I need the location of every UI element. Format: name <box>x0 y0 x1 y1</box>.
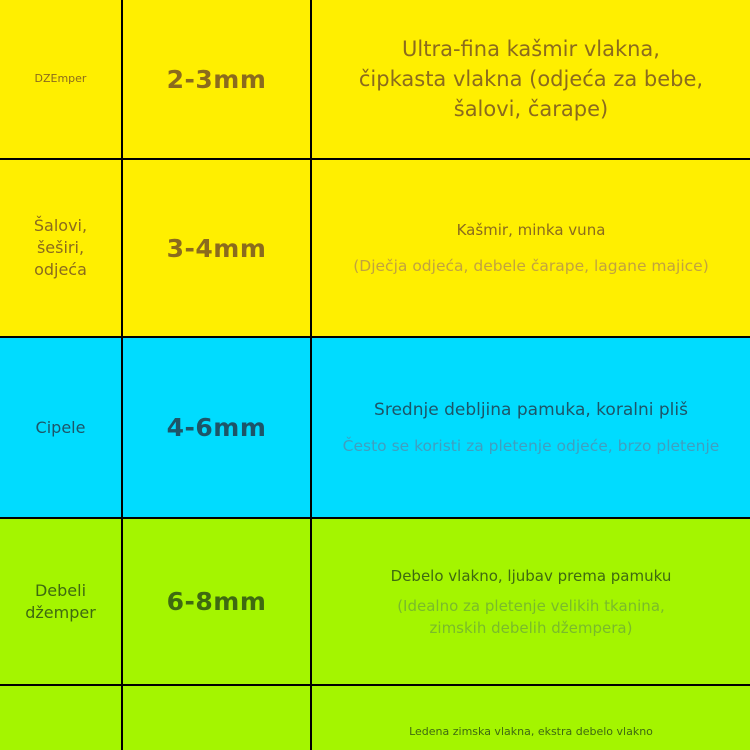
size-label: 4-6mm <box>166 413 267 442</box>
use-cell <box>0 338 121 517</box>
description-cell <box>312 160 750 336</box>
size-label: 2-3mm <box>166 64 267 94</box>
description-note: (Idealno za pletenje velikih tkanina, zimskih debelih džempera) <box>397 596 665 637</box>
description-cell <box>312 519 750 684</box>
description-note: Često se koristi za pletenje odjeće, brzo pletenje <box>342 436 720 455</box>
size-label: 3-4mm <box>166 233 267 263</box>
table-row <box>0 686 750 750</box>
description-text: Kašmir, minka vuna <box>456 221 606 239</box>
description-cell <box>312 338 750 517</box>
table-row <box>0 0 750 158</box>
table-row <box>0 519 750 684</box>
use-cell <box>0 160 121 336</box>
description-text: Srednje debljina pamuka, koralni pliš <box>374 399 688 420</box>
size-cell <box>123 686 310 750</box>
description-text: Ledena zimska vlakna, ekstra debelo vlakno <box>409 725 653 738</box>
table-row <box>0 338 750 517</box>
description-note: (Dječja odjeća, debele čarape, lagane majice) <box>353 257 709 275</box>
description-cell <box>312 0 750 158</box>
size-cell <box>123 519 310 684</box>
description-text: Ultra-fina kašmir vlakna, čipkasta vlakna (odjeća za bebe, šalovi, čarape) <box>358 37 704 121</box>
use-label: Šalovi, šeširi, odjeća <box>33 216 88 279</box>
use-label: Cipele <box>35 417 86 437</box>
use-label: DZEmper <box>34 72 87 85</box>
description-text: Debelo vlakno, ljubav prema pamuku <box>390 566 672 585</box>
use-cell <box>0 686 121 750</box>
use-cell <box>0 519 121 684</box>
use-label: Debeli džemper <box>25 580 96 622</box>
size-cell <box>123 338 310 517</box>
size-label: 6-8mm <box>166 587 267 616</box>
table-row <box>0 160 750 336</box>
use-cell <box>0 0 121 158</box>
size-cell <box>123 160 310 336</box>
size-cell <box>123 0 310 158</box>
description-cell <box>312 686 750 750</box>
